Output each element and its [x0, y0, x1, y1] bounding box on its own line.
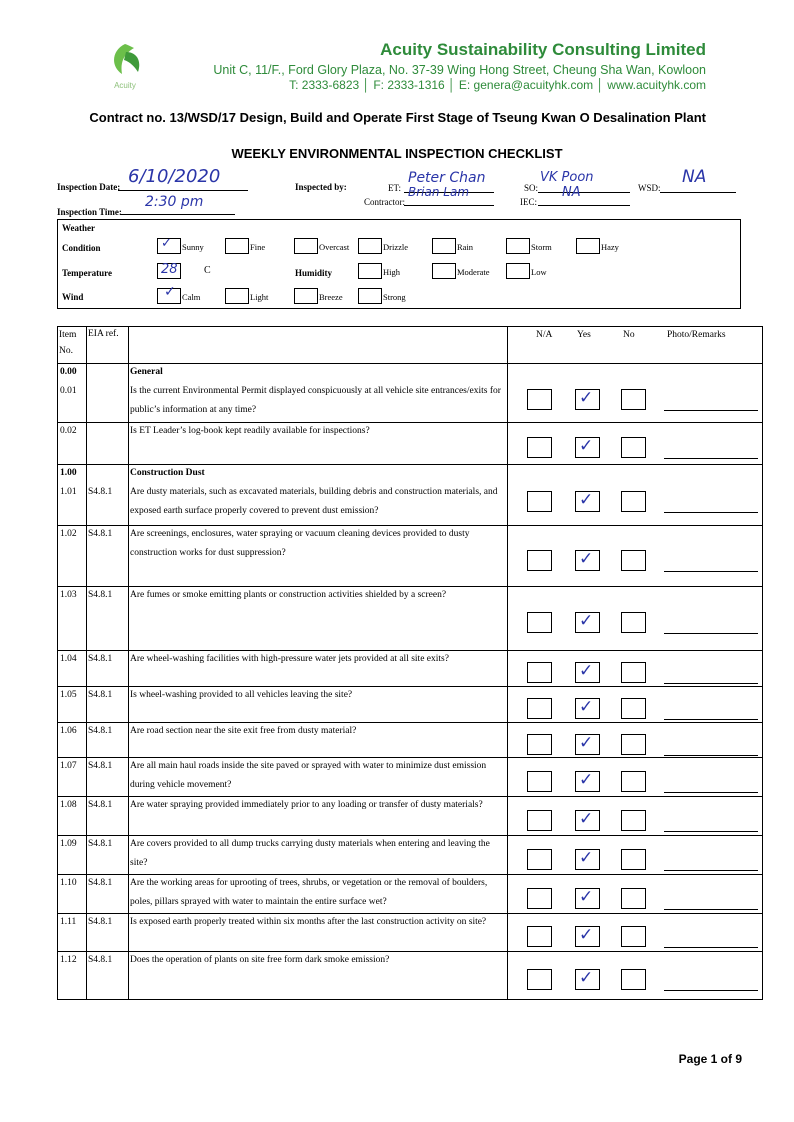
contact-line: T: 2333-6823 │ F: 2333-1316 │ E: genera@acuityhk.com │ www.acuityhk.com	[289, 78, 706, 92]
item-number: 1.11	[60, 917, 77, 927]
remarks-field[interactable]	[664, 754, 758, 756]
eia-ref: S4.8.1	[88, 955, 113, 965]
remarks-field[interactable]	[664, 409, 758, 411]
eia-ref: S4.8.1	[88, 654, 113, 664]
condition-drizzle-checkbox[interactable]	[358, 238, 382, 254]
humidity-option: Low	[531, 267, 547, 277]
header-na: N/A	[536, 330, 553, 340]
answer-no-checkbox[interactable]	[621, 926, 646, 947]
tick-mark-icon: ✓	[579, 886, 594, 907]
remarks-field[interactable]	[664, 908, 758, 910]
iec-value: NA	[562, 185, 581, 200]
tick-mark-icon: ✓	[579, 436, 594, 456]
et-value: Peter Chan	[408, 170, 486, 186]
answer-no-checkbox[interactable]	[621, 810, 646, 831]
answer-yes-checkbox[interactable]	[575, 550, 600, 571]
eia-ref: S4.8.1	[88, 590, 113, 600]
humidity-high-checkbox[interactable]	[358, 263, 382, 279]
condition-option: Fine	[250, 242, 266, 252]
column-divider	[86, 327, 87, 999]
answer-no-checkbox[interactable]	[621, 612, 646, 633]
item-number: 1.12	[60, 955, 77, 965]
company-address	[0, 63, 706, 93]
answer-no-checkbox[interactable]	[621, 550, 646, 571]
eia-ref: S4.8.1	[88, 487, 113, 497]
condition-rain-checkbox[interactable]	[432, 238, 456, 254]
wind-breeze-checkbox[interactable]	[294, 288, 318, 304]
answer-yes-checkbox[interactable]	[575, 849, 600, 870]
humidity-option: Moderate	[457, 267, 490, 277]
humidity-moderate-checkbox[interactable]	[432, 263, 456, 279]
eia-ref: S4.8.1	[88, 761, 113, 771]
answer-na-checkbox[interactable]	[527, 491, 552, 512]
company-name: Acuity Sustainability Consulting Limited	[380, 40, 706, 59]
date-value: 6/10/2020	[128, 166, 221, 187]
tick-mark-icon: ✓	[579, 769, 594, 790]
answer-yes-checkbox[interactable]	[575, 969, 600, 990]
inspected-by-label: Inspected by:	[295, 182, 347, 192]
iec-field[interactable]	[538, 185, 630, 206]
answer-na-checkbox[interactable]	[527, 926, 552, 947]
time-label: Inspection Time:	[57, 207, 122, 217]
tick-mark-icon: ✓	[579, 808, 594, 829]
header-no: No	[623, 330, 635, 340]
answer-yes-checkbox[interactable]	[575, 491, 600, 512]
answer-yes-checkbox[interactable]	[575, 437, 600, 458]
date-field[interactable]	[118, 166, 248, 191]
eia-ref: S4.8.1	[88, 800, 113, 810]
so-field[interactable]	[538, 170, 630, 193]
section-title: General	[130, 367, 163, 377]
answer-yes-checkbox[interactable]	[575, 888, 600, 909]
logo-text: Acuity	[114, 81, 136, 90]
condition-storm-checkbox[interactable]	[506, 238, 530, 254]
condition-option: Storm	[531, 242, 552, 252]
section-number: 1.00	[60, 468, 77, 478]
remarks-field[interactable]	[664, 830, 758, 832]
question-text: Are dusty materials, such as excavated materials, building debris and construction materials, and exposed earth surface properly covered to prevent dust emission?	[130, 487, 498, 516]
answer-no-checkbox[interactable]	[621, 888, 646, 909]
wsd-value: NA	[682, 167, 707, 187]
answer-na-checkbox[interactable]	[527, 437, 552, 458]
wind-calm-checkbox[interactable]	[157, 284, 181, 304]
answer-yes-checkbox[interactable]	[575, 734, 600, 755]
wind-light-checkbox[interactable]	[225, 288, 249, 304]
item-number: 0.02	[60, 426, 77, 436]
condition-sunny-checkbox[interactable]	[157, 238, 181, 254]
question-text: Is the current Environmental Permit displayed conspicuously at all vehicle site entrances/exits for public’s information at any time?	[130, 386, 501, 415]
header-remarks: Photo/Remarks	[667, 330, 726, 340]
section-title: Construction Dust	[130, 468, 205, 478]
answer-na-checkbox[interactable]	[527, 969, 552, 990]
header-item-no: Item No.	[59, 330, 77, 356]
section-number: 0.00	[60, 367, 77, 377]
remarks-field[interactable]	[664, 718, 758, 720]
condition-option: Hazy	[601, 242, 619, 252]
column-divider	[507, 327, 508, 999]
weather-title: Weather	[62, 223, 95, 233]
document-title: WEEKLY ENVIRONMENTAL INSPECTION CHECKLIST	[231, 146, 563, 161]
answer-no-checkbox[interactable]	[621, 771, 646, 792]
answer-na-checkbox[interactable]	[527, 612, 552, 633]
header-eia-ref: EIA ref.	[88, 329, 119, 339]
answer-yes-checkbox[interactable]	[575, 662, 600, 683]
temperature-label: Temperature	[62, 268, 112, 278]
remarks-field[interactable]	[664, 791, 758, 793]
so-label: SO:	[524, 183, 539, 193]
answer-na-checkbox[interactable]	[527, 849, 552, 870]
tick-mark-icon: ✓	[164, 284, 176, 300]
item-number: 1.06	[60, 726, 77, 736]
question-text: Is ET Leader’s log-book kept readily available for inspections?	[130, 426, 370, 436]
answer-na-checkbox[interactable]	[527, 771, 552, 792]
question-text: Are wheel-washing facilities with high-pressure water jets provided at all site exits?	[130, 654, 449, 664]
answer-no-checkbox[interactable]	[621, 849, 646, 870]
temperature-value: 28	[161, 262, 178, 277]
answer-na-checkbox[interactable]	[527, 734, 552, 755]
answer-no-checkbox[interactable]	[621, 491, 646, 512]
tick-mark-icon: ✓	[579, 968, 594, 988]
eia-ref: S4.8.1	[88, 878, 113, 888]
answer-na-checkbox[interactable]	[527, 662, 552, 683]
eia-ref: S4.8.1	[88, 529, 113, 539]
question-text: Are road section near the site exit free from dusty material?	[130, 726, 357, 736]
wind-option: Strong	[383, 292, 406, 302]
tick-mark-icon: ✓	[579, 387, 594, 408]
question-text: Is wheel-washing provided to all vehicles leaving the site?	[130, 690, 353, 700]
time-value: 2:30 pm	[145, 194, 204, 210]
tick-mark-icon: ✓	[579, 661, 594, 681]
iec-label: IEC:	[520, 197, 537, 207]
remarks-field[interactable]	[664, 511, 758, 513]
condition-overcast-checkbox[interactable]	[294, 238, 318, 254]
question-text: Is exposed earth properly treated within six months after the last construction activity on site?	[130, 917, 487, 927]
answer-yes-checkbox[interactable]	[575, 810, 600, 831]
humidity-option: High	[383, 267, 400, 277]
address-line: Unit C, 11/F., Ford Glory Plaza, No. 37-39 Wing Hong Street, Cheung Sha Wan, Kowloon	[213, 63, 706, 77]
wsd-label: WSD:	[638, 183, 661, 193]
tick-mark-icon: ✓	[579, 925, 594, 945]
wind-option: Breeze	[319, 292, 343, 302]
answer-yes-checkbox[interactable]	[575, 389, 600, 410]
header-yes: Yes	[577, 330, 591, 340]
answer-na-checkbox[interactable]	[527, 698, 552, 719]
tick-mark-icon: ✓	[579, 548, 594, 569]
tick-mark-icon: ✓	[579, 611, 594, 631]
question-text: Are all main haul roads inside the site paved or sprayed with water to minimize dust emission during vehicle movement?	[130, 761, 487, 790]
remarks-field[interactable]	[664, 946, 758, 948]
wind-strong-checkbox[interactable]	[358, 288, 382, 304]
eia-ref: S4.8.1	[88, 917, 113, 927]
temperature-unit: C	[204, 265, 211, 276]
contractor-value: Brian Lam	[408, 185, 470, 199]
condition-option: Drizzle	[383, 242, 409, 252]
item-number: 1.08	[60, 800, 77, 810]
answer-no-checkbox[interactable]	[621, 969, 646, 990]
page-number: Page 1 of 9	[678, 1052, 742, 1066]
condition-fine-checkbox[interactable]	[225, 238, 249, 254]
item-number: 0.01	[60, 386, 77, 396]
item-number: 1.03	[60, 590, 77, 600]
condition-label: Condition	[62, 243, 101, 253]
condition-hazy-checkbox[interactable]	[576, 238, 600, 254]
eia-ref: S4.8.1	[88, 690, 113, 700]
wsd-field[interactable]	[660, 167, 736, 193]
answer-na-checkbox[interactable]	[527, 550, 552, 571]
item-number: 1.09	[60, 839, 77, 849]
humidity-label: Humidity	[295, 268, 333, 278]
question-text: Are the working areas for uprooting of trees, shrubs, or vegetation or the removal of boulders, poles, pillars sprayed with water to maintain the entire surface wet?	[130, 878, 488, 907]
remarks-field[interactable]	[664, 570, 758, 572]
answer-yes-checkbox[interactable]	[575, 771, 600, 792]
humidity-low-checkbox[interactable]	[506, 263, 530, 279]
item-number: 1.10	[60, 878, 77, 888]
tick-mark-icon: ✓	[579, 847, 594, 868]
eia-ref: S4.8.1	[88, 726, 113, 736]
contract-title: Contract no. 13/WSD/17 Design, Build and Operate First Stage of Tseung Kwan O Desalination Plant	[89, 110, 706, 125]
item-number: 1.02	[60, 529, 77, 539]
answer-na-checkbox[interactable]	[527, 888, 552, 909]
tick-mark-icon: ✓	[579, 697, 594, 717]
question-text: Are water spraying provided immediately prior to any loading or transfer of dusty materials?	[130, 800, 483, 810]
answer-no-checkbox[interactable]	[621, 734, 646, 755]
contractor-field[interactable]	[404, 185, 494, 206]
item-number: 1.07	[60, 761, 77, 771]
answer-na-checkbox[interactable]	[527, 810, 552, 831]
wind-label: Wind	[62, 292, 84, 302]
contractor-label: Contractor:	[364, 197, 405, 207]
answer-no-checkbox[interactable]	[621, 662, 646, 683]
answer-yes-checkbox[interactable]	[575, 612, 600, 633]
temperature-field[interactable]	[157, 263, 181, 279]
date-label: Inspection Date:	[57, 182, 121, 192]
remarks-field[interactable]	[664, 682, 758, 684]
answer-na-checkbox[interactable]	[527, 389, 552, 410]
item-number: 1.01	[60, 487, 77, 497]
tick-mark-icon: ✓	[579, 732, 594, 753]
tick-mark-icon: ✓	[161, 236, 172, 251]
answer-no-checkbox[interactable]	[621, 698, 646, 719]
et-label: ET:	[388, 183, 402, 193]
question-text: Are fumes or smoke emitting plants or construction activities shielded by a screen?	[130, 590, 447, 600]
answer-no-checkbox[interactable]	[621, 437, 646, 458]
question-text: Does the operation of plants on site free form dark smoke emission?	[130, 955, 390, 965]
answer-yes-checkbox[interactable]	[575, 698, 600, 719]
condition-option: Overcast	[319, 242, 350, 252]
condition-option: Rain	[457, 242, 474, 252]
so-value: VK Poon	[540, 170, 594, 185]
answer-yes-checkbox[interactable]	[575, 926, 600, 947]
time-field[interactable]	[120, 194, 235, 215]
answer-no-checkbox[interactable]	[621, 389, 646, 410]
checklist-table	[57, 326, 763, 1000]
condition-option: Sunny	[182, 242, 204, 252]
question-text: Are screenings, enclosures, water spraying or vacuum cleaning devices provided to dusty construction works for dust suppression?	[130, 529, 470, 558]
row-divider	[58, 363, 762, 364]
weather-panel	[57, 219, 741, 309]
column-divider	[128, 327, 129, 999]
remarks-field[interactable]	[664, 632, 758, 634]
item-number: 1.04	[60, 654, 77, 664]
tick-mark-icon: ✓	[579, 489, 594, 510]
remarks-field[interactable]	[664, 457, 758, 459]
question-text: Are covers provided to all dump trucks carrying dusty materials when entering and leaving the site?	[130, 839, 490, 868]
remarks-field[interactable]	[664, 989, 758, 991]
wind-option: Light	[250, 292, 269, 302]
eia-ref: S4.8.1	[88, 839, 113, 849]
remarks-field[interactable]	[664, 869, 758, 871]
wind-option: Calm	[182, 292, 201, 302]
item-number: 1.05	[60, 690, 77, 700]
